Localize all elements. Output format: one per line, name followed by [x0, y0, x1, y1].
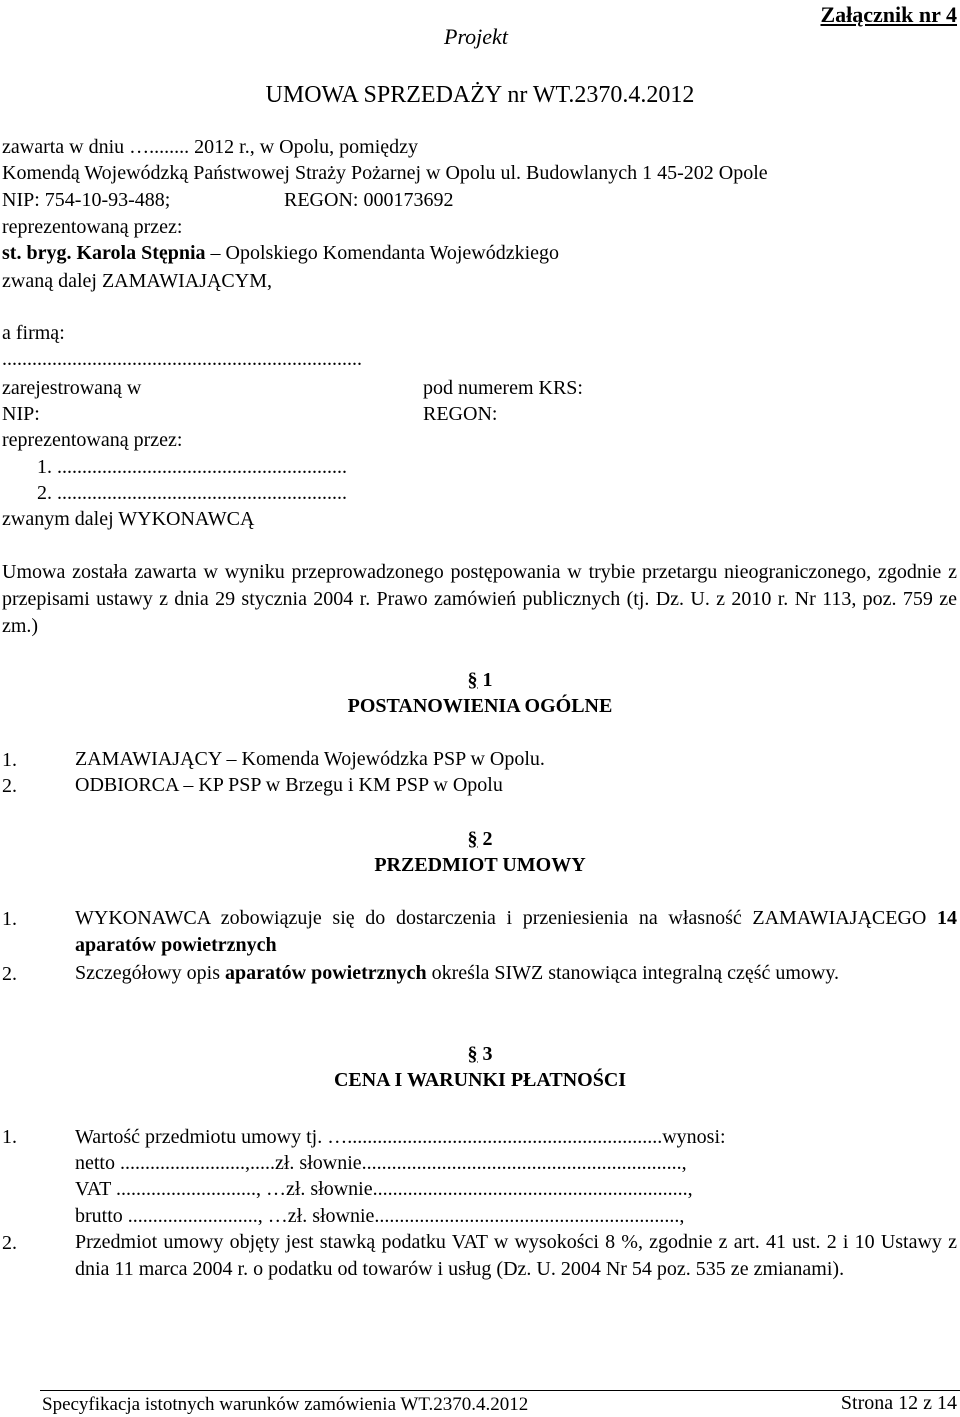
section-number: 1: [482, 669, 493, 691]
s1-item-1-text: ZAMAWIAJĄCY – Komenda Wojewódzka PSP w Opolu.: [75, 748, 545, 770]
intro-paragraph: Umowa została zawarta w wyniku przeprowadzonego postępowania w trybie przetargu nieograniczonego, zgodnie z przepisami ustawy z dnia 29 stycznia 2004 r. Prawo zamówień publicznych (tj. Dz. U. z 2010 r. Nr 113, poz. 759 ze zm.): [2, 561, 957, 637]
s3-item-2-number: 2.: [2, 1232, 17, 1254]
s3-vat-line: VAT ............................, …zł. słownie...............................................................,: [75, 1178, 693, 1200]
document-title: UMOWA SPRZEDAŻY nr WT.2370.4.2012: [265, 82, 695, 108]
section-3-number: [0, 1041, 960, 1067]
party2-firm-dots: ........................................................................: [2, 348, 362, 370]
representative-name: st. bryg. Karola Stępnia: [2, 242, 206, 264]
party2-krs: pod numerem KRS:: [423, 377, 583, 399]
contract-date-line: zawarta w dniu …........ 2012 r., w Opolu, pomiędzy: [2, 136, 419, 158]
section-2-title: PRZEDMIOT UMOWY: [374, 854, 586, 876]
s2-item-2-pre: Szczegółowy opis: [75, 962, 225, 984]
party1-representative: [2, 240, 559, 266]
party1-name-line: Komendą Wojewódzką Państwowej Straży Pożarnej w Opolu ul. Budowlanych 1 45-202 Opole: [2, 162, 768, 184]
s3-netto-line: netto .........................,.....zł. słownie................................................................,: [75, 1152, 687, 1174]
s2-item-2-post: określa SIWZ stanowiąca integralną część umowy.: [426, 962, 840, 984]
s3-item-1-number: 1.: [2, 1126, 17, 1148]
party2-firm: a firmą:: [2, 322, 65, 344]
s2-item-1-main: WYKONAWCA zobowiązuje się do dostarczenia i przeniesienia na własność ZAMAWIAJĄCEGO: [75, 907, 937, 929]
section-number: 2: [482, 828, 493, 850]
representative-role: – Opolskiego Komendanta Wojewódzkiego: [205, 242, 560, 264]
section-number: 3: [482, 1043, 493, 1065]
attachment-label: Załącznik nr 4: [820, 2, 957, 27]
s3-item-2-text: Przedmiot umowy objęty jest stawką podatku VAT w wysokości 8 %, zgodnie z art. 41 ust. 2 i 10 Ustawy z dnia 11 marca 2004 r. o podatku od towarów i usług (Dz. U. 2004 Nr 54 poz. 535 ze zmianami).: [75, 1231, 957, 1280]
party2-rep2: 2. ..........................................................: [37, 482, 347, 504]
party1-nip: NIP: 754-10-93-488;: [2, 189, 171, 211]
party2-rep1: 1. ..........................................................: [37, 456, 347, 478]
party2-called: zwanym dalej WYKONAWCĄ: [2, 508, 255, 530]
s2-item-1-number: 1.: [2, 908, 17, 930]
s3-brutto-line: brutto .........................., …zł. słownie.............................................................,: [75, 1205, 685, 1227]
party1-represented: reprezentowaną przez:: [2, 216, 183, 238]
party1-called: zwaną dalej ZAMAWIAJĄCYM,: [2, 270, 272, 292]
s1-item-2-number: 2.: [2, 775, 17, 797]
s3-item-1-value-line: Wartość przedmiotu umowy tj. …...............................................................wynosi:: [75, 1126, 726, 1148]
s2-item-2-text: [75, 960, 957, 987]
paragraph-sign: §: [467, 669, 478, 691]
footer-rule: [40, 1390, 960, 1391]
footer-spec-title: Specyfikacja istotnych warunków zamówienia WT.2370.4.2012: [42, 1394, 529, 1415]
party2-regon: REGON:: [423, 403, 498, 425]
paragraph-sign: §: [467, 1043, 478, 1065]
party2-nip: NIP:: [2, 403, 40, 425]
section-3-title: CENA I WARUNKI PŁATNOŚCI: [333, 1069, 627, 1091]
party1-regon: REGON: 000173692: [284, 189, 454, 211]
projekt-label: Projekt: [444, 24, 508, 49]
footer-page-number: Strona 12 z 14: [840, 1392, 957, 1414]
s2-item-1-text: [75, 905, 957, 959]
s2-item-2-number: 2.: [2, 963, 17, 985]
s2-item-1-bold: 14 aparatów powietrznych: [75, 907, 957, 956]
paragraph-sign: §: [467, 828, 478, 850]
party2-registered: zarejestrowaną w: [2, 377, 142, 399]
section-1-number: [0, 667, 960, 693]
section-2-number: [0, 826, 960, 852]
section-1-title: POSTANOWIENIA OGÓLNE: [347, 695, 613, 717]
party2-represented: reprezentowaną przez:: [2, 429, 183, 451]
s1-item-1-number: 1.: [2, 749, 17, 771]
s1-item-2-text: ODBIORCA – KP PSP w Brzegu i KM PSP w Opolu: [75, 774, 503, 796]
s2-item-2-bold: aparatów powietrznych: [224, 962, 427, 984]
